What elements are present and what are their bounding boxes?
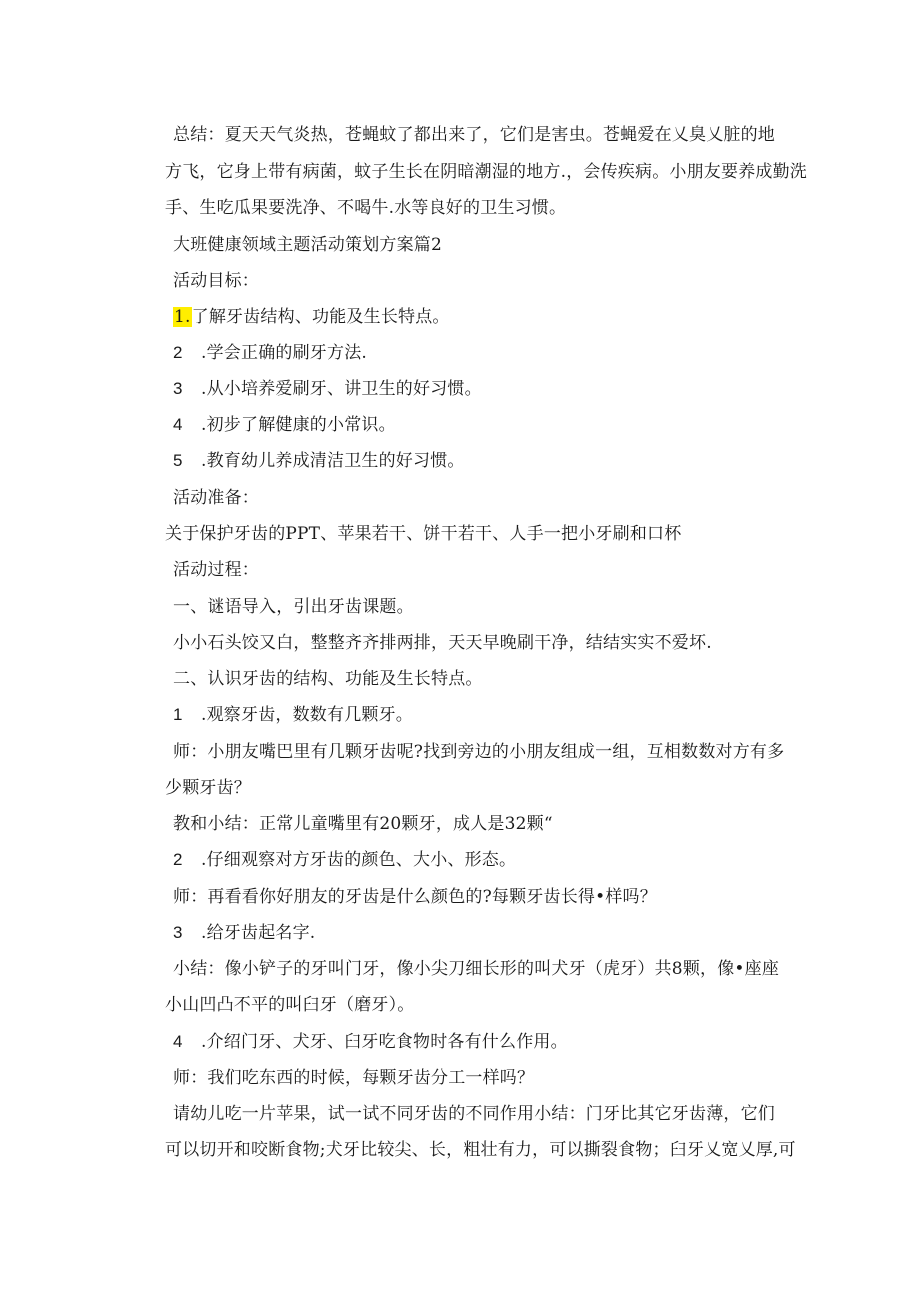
step-number: 1 (173, 705, 183, 724)
prep-text: 关于保护牙齿的PPT、苹果若干、饼干若干、人手一把小牙刷和口杯 (165, 524, 682, 544)
step-text: .观察牙齿，数数有几颗牙。 (201, 705, 414, 725)
riddle-text: 小小石头饺又白，整整齐齐排两排，天天早晚刷干净，结结实实不爱坏. (173, 633, 712, 653)
goal-item-1 (173, 302, 450, 327)
goal-item-5 (173, 446, 465, 471)
goal-number: 3 (173, 379, 183, 398)
goal-item-3 (173, 374, 482, 399)
goal-number: 5 (173, 451, 183, 470)
step-1 (173, 700, 413, 725)
process-part-1: 一、谜语导入，引出牙齿课题。 (173, 597, 414, 617)
goal-text: .教育幼儿养成清洁卫生的好习惯。 (201, 451, 465, 471)
goal-item-2 (173, 338, 367, 363)
teacher-line-1a: 师：小朋友嘴巴里有几颗牙齿呢?找到旁边的小朋友组成一组，互相数数对方有多 (173, 742, 785, 762)
step-text: .仔细观察对方牙齿的颜色、大小、形态。 (201, 850, 517, 870)
step-2 (173, 845, 516, 870)
step-number: 2 (173, 850, 183, 869)
teacher-line-2: 师：再看看你好朋友的牙齿是什么颜色的?每颗牙齿长得•样吗？ (173, 887, 657, 907)
summary-line-3: 手、生吃瓜果要洗净、不喝牛.水等良好的卫生习惯。 (165, 198, 567, 218)
step-number: 4 (173, 1032, 183, 1051)
summary-teeth-names-b: 小山凹凸不平的叫臼牙（磨牙）。 (165, 995, 415, 1015)
step-text: .介绍门牙、犬牙、臼牙吃食物时各有什么作用。 (201, 1032, 568, 1052)
goal-number: 4 (173, 415, 183, 434)
summary-teeth-names-a: 小结：像小铲子的牙叫门牙，像小尖刀细长形的叫犬牙（虎牙）共8颗，像•座座 (173, 959, 780, 979)
prep-heading: 活动准备： (173, 488, 259, 508)
teacher-line-3: 师：我们吃东西的时候，每颗牙齿分工一样吗？ (173, 1068, 535, 1088)
goal-item-4 (173, 410, 396, 435)
process-part-2: 二、认识牙齿的结构、功能及生长特点。 (173, 669, 483, 689)
step-text: .给牙齿起名字. (201, 923, 316, 943)
step-number: 3 (173, 923, 183, 942)
process-heading: 活动过程： (173, 560, 259, 580)
goal-number: 2 (173, 343, 183, 362)
activity-line-b: 可以切开和咬断食物;犬牙比较尖、长，粗壮有力，可以撕裂食物；臼牙乂宽乂厚,可 (165, 1140, 796, 1160)
goal-text: .初步了解健康的小常识。 (201, 415, 396, 435)
step-3 (173, 918, 315, 943)
goal-text: .学会正确的刷牙方法. (201, 343, 368, 363)
goal-text: 了解牙齿结构、功能及生长特点。 (191, 307, 450, 327)
summary-line-1: 总结：夏天天气炎热，苍蝇蚊了都出来了，它们是害虫。苍蝇爱在乂臭乂脏的地 (173, 125, 775, 145)
teacher-line-1b: 少颗牙齿？ (165, 778, 251, 798)
goals-heading: 活动目标： (173, 271, 259, 291)
summary-count: 教和小结：正常儿童嘴里有20颗牙，成人是32颗“ (173, 814, 553, 834)
step-4 (173, 1027, 568, 1052)
goal-text: .从小培养爱刷牙、讲卫生的好习惯。 (201, 379, 482, 399)
activity-line-a: 请幼儿吃一片苹果，试一试不同牙齿的不同作用小结：门牙比其它牙齿薄，它们 (173, 1104, 775, 1124)
plan-title: 大班健康领域主题活动策划方案篇2 (173, 235, 443, 255)
summary-line-2: 方飞，它身上带有病菌，蚊子生长在阴暗潮湿的地方.，会传疾病。小朋友要养成勤洗 (165, 162, 808, 182)
goal-number-highlight: 1. (174, 307, 191, 327)
